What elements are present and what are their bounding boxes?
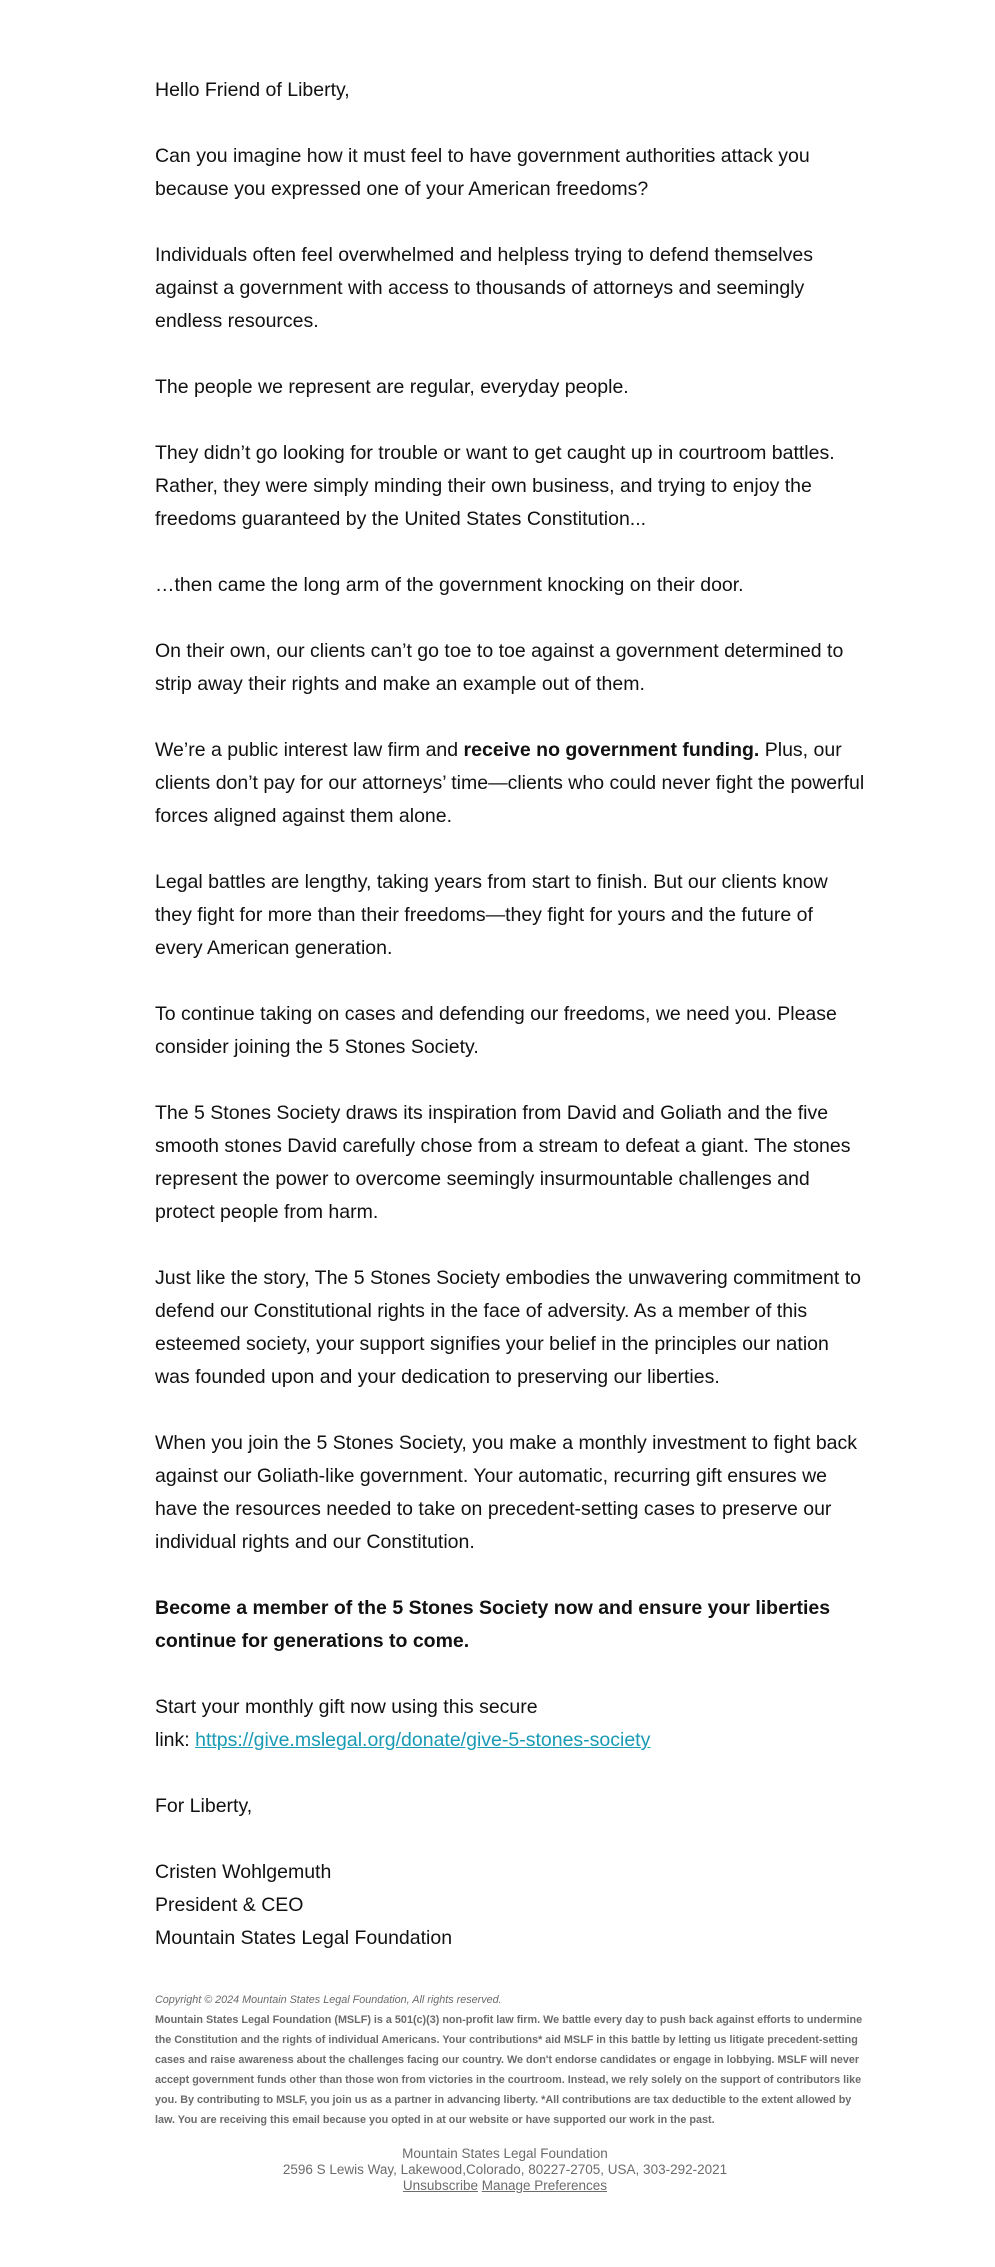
footer-legal — [155, 1990, 865, 2130]
paragraph-3: The people we represent are regular, everyday people. — [155, 376, 629, 398]
greeting: Hello Friend of Liberty, — [155, 79, 350, 101]
paragraph-11: Just like the story, The 5 Stones Society embodies the unwavering commitment to defend our Constitutional rights in the face of adversity. As a member of this esteemed society, your support signifies your belief in the principles our nation was founded upon and your dedication to preserving our liberties. — [155, 1267, 861, 1388]
paragraph-1: Can you imagine how it must feel to have government authorities attack you because you expressed one of your American freedoms? — [155, 145, 810, 200]
paragraph-5: …then came the long arm of the government knocking on their door. — [155, 574, 744, 596]
paragraph-12: When you join the 5 Stones Society, you make a monthly investment to fight back against our Goliath-like government. Your automatic, recurring gift ensures we have the resources needed to take on precedent-setting cases to preserve our individual rights and our Constitution. — [155, 1432, 858, 1553]
footer-address: 2596 S Lewis Way, Lakewood,Colorado, 80227-2705, USA, 303-292-2021 — [282, 2162, 728, 2177]
paragraph-7-start: We’re a public interest law firm and — [155, 739, 464, 761]
signature-org: Mountain States Legal Foundation — [155, 1927, 453, 1949]
signature-block — [155, 1856, 865, 1955]
donate-intro: Start your monthly gift now using this secure — [155, 1696, 538, 1718]
manage-preferences-link[interactable]: Manage Preferences — [481, 2178, 608, 2193]
donate-paragraph — [155, 1691, 865, 1757]
legal-disclaimer: Mountain States Legal Foundation (MSLF) is a 501(c)(3) non-profit law firm. We battle every day to push back against efforts to undermine the Constitution and the rights of individual Americans. Your contributions* aid MSLF in this battle by letting us litigate precedent-setting cases and raise awareness about the challenges facing our country. We don't endorse candidates or engage in lobbying. MSLF will never accept government funds other than those won from victories in the courtroom. Instead, we rely solely on the support of contributors like you. By contributing to MSLF, you join us as a partner in advancing liberty. *All contributions are tax deductible to the extent allowed by law. You are receiving this email because you opted in at our website or have supported our work in the past. — [155, 2014, 863, 2126]
signature-title: President & CEO — [155, 1894, 304, 1916]
paragraph-9: To continue taking on cases and defending our freedoms, we need you. Please consider joining the 5 Stones Society. — [155, 1003, 837, 1058]
unsubscribe-link[interactable]: Unsubscribe — [402, 2178, 478, 2193]
paragraph-2: Individuals often feel overwhelmed and helpless trying to defend themselves against a government with access to thousands of attorneys and seemingly endless resources. — [155, 244, 813, 332]
footer-org-name: Mountain States Legal Foundation — [402, 2146, 608, 2161]
donate-link-prefix: link: — [155, 1729, 196, 1751]
paragraph-4: They didn’t go looking for trouble or want to get caught up in courtroom battles. Rather, they were simply minding their own business, and trying to enjoy the freedoms guaranteed by the United States Constitution... — [155, 442, 835, 530]
paragraph-10: The 5 Stones Society draws its inspiration from David and Goliath and the five smooth stones David carefully chose from a stream to defeat a giant. The stones represent the power to overcome seemingly insurmountable challenges and protect people from harm. — [155, 1102, 851, 1223]
call-to-action-text: Become a member of the 5 Stones Society now and ensure your liberties continue for generations to come. — [155, 1597, 831, 1652]
paragraph-7-end: Plus, our clients don’t pay for our attorneys’ time—clients who could never fight the powerful forces aligned against them alone. — [155, 739, 865, 827]
closing: For Liberty, — [155, 1795, 253, 1817]
footer-address-block — [0, 2146, 995, 2194]
paragraph-6: On their own, our clients can’t go toe to toe against a government determined to strip away their rights and make an example out of them. — [155, 640, 844, 695]
paragraph-7 — [155, 734, 865, 833]
copyright-notice: Copyright © 2024 Mountain States Legal Foundation, All rights reserved. — [155, 1994, 502, 2006]
paragraph-8: Legal battles are lengthy, taking years from start to finish. But our clients know they fight for more than their freedoms—they fight for yours and the future of every American generation. — [155, 871, 828, 959]
signature-name: Cristen Wohlgemuth — [155, 1861, 332, 1883]
letter-content — [155, 74, 865, 1955]
donate-link[interactable]: https://give.mslegal.org/donate/give-5-stones-society — [195, 1729, 651, 1751]
call-to-action — [155, 1592, 865, 1658]
no-funding-emphasis: receive no government funding. — [463, 739, 760, 761]
footer-links — [0, 2178, 995, 2194]
